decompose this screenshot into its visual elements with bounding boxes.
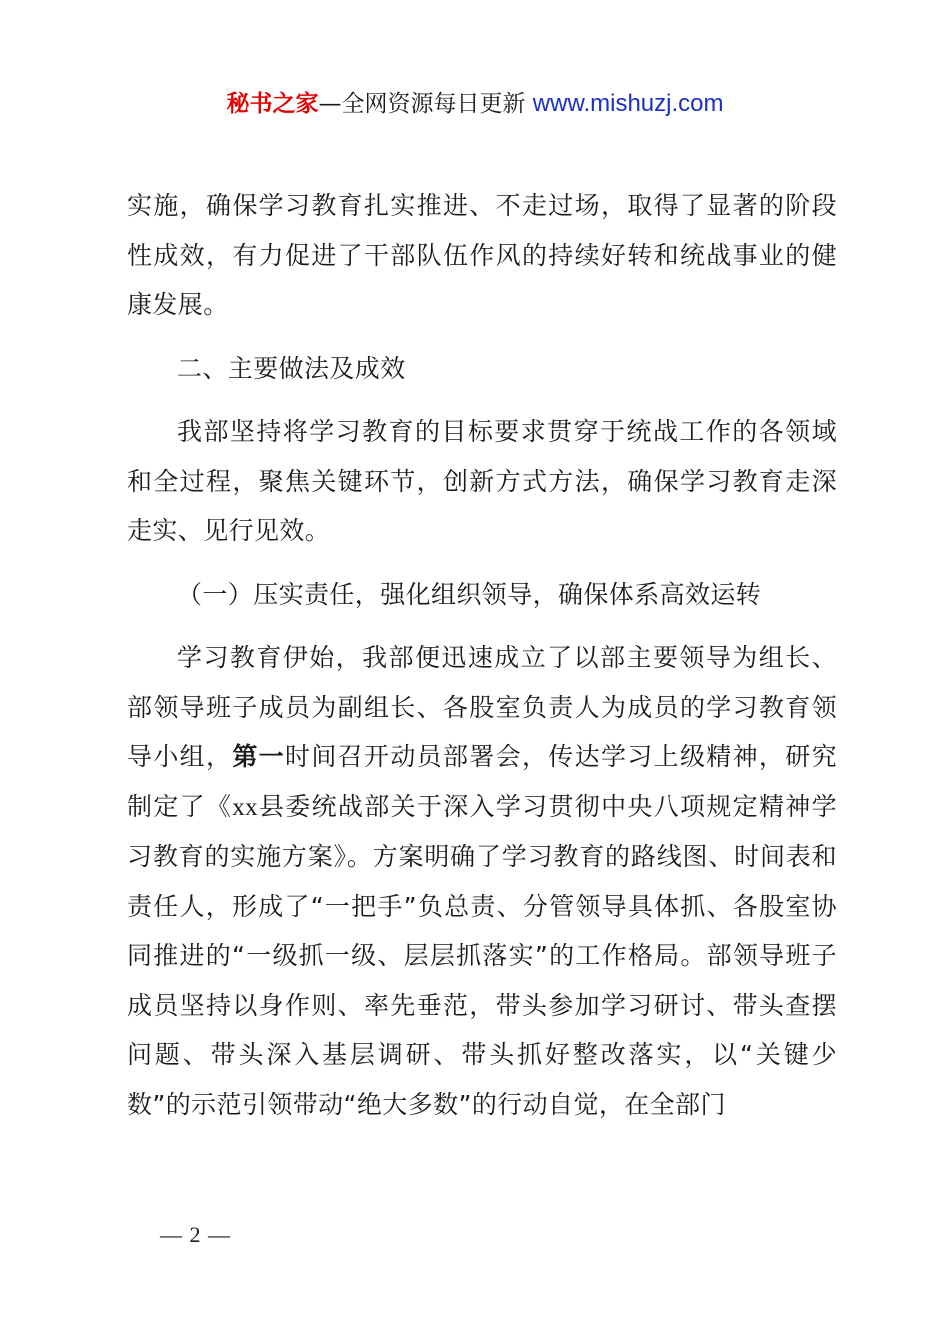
placeholder-xx: xx [232,793,259,821]
page-number: — 2 — [160,1222,231,1247]
site-url: www.mishuzj.com [532,90,724,117]
subsection-heading: （一）压实责任，强化组织领导，确保体系高效运转 [177,579,762,609]
paragraph-main [127,633,837,1129]
paragraph-main-part-c: 县委统战部关于深入学习贯彻中央八项规定精神学习教育的实施方案》。方案明确了学习教育的路线图、时间表和责任人，形成了“一把手”负总责、分管领导具体抓、各股室协同推进的“一级抓一级、层层抓落实”的工作格局。部领导班子成员坚持以身作则、率先垂范，带头参加学习研讨、带头查摆问题、带头深入基层调研、带头抓好整改落实，以“关键少数”的示范引领带动“绝大多数”的行动自觉，在全部门 [127,791,837,1119]
header-slogan: —全网资源每日更新 [318,91,533,117]
paragraph-continued: 实施，确保学习教育扎实推进、不走过场，取得了显著的阶段性成效，有力促进了干部队伍作风的持续好转和统战事业的健康发展。 [127,191,837,319]
site-header [0,88,950,120]
bold-text: 第一 [232,742,285,771]
paragraph-main-part-b: 时间召开动员部署会，传达学习上级精神，研究制定了《 [127,742,837,821]
section-heading: 二、主要做法及成效 [177,353,406,383]
brand-name: 秘书之家 [226,91,319,117]
paragraph-main-part-a: 学习教育伊始，我部便迅速成立了以部主要领导为组长、部领导班子成员为副组长、各股室负责人为成员的学习教育领导小组， [127,643,837,771]
document-body [127,181,837,1129]
paragraph-intro: 我部坚持将学习教育的目标要求贯穿于统战工作的各领域和全过程，聚焦关键环节，创新方式方法，确保学习教育走深走实、见行见效。 [127,417,837,545]
